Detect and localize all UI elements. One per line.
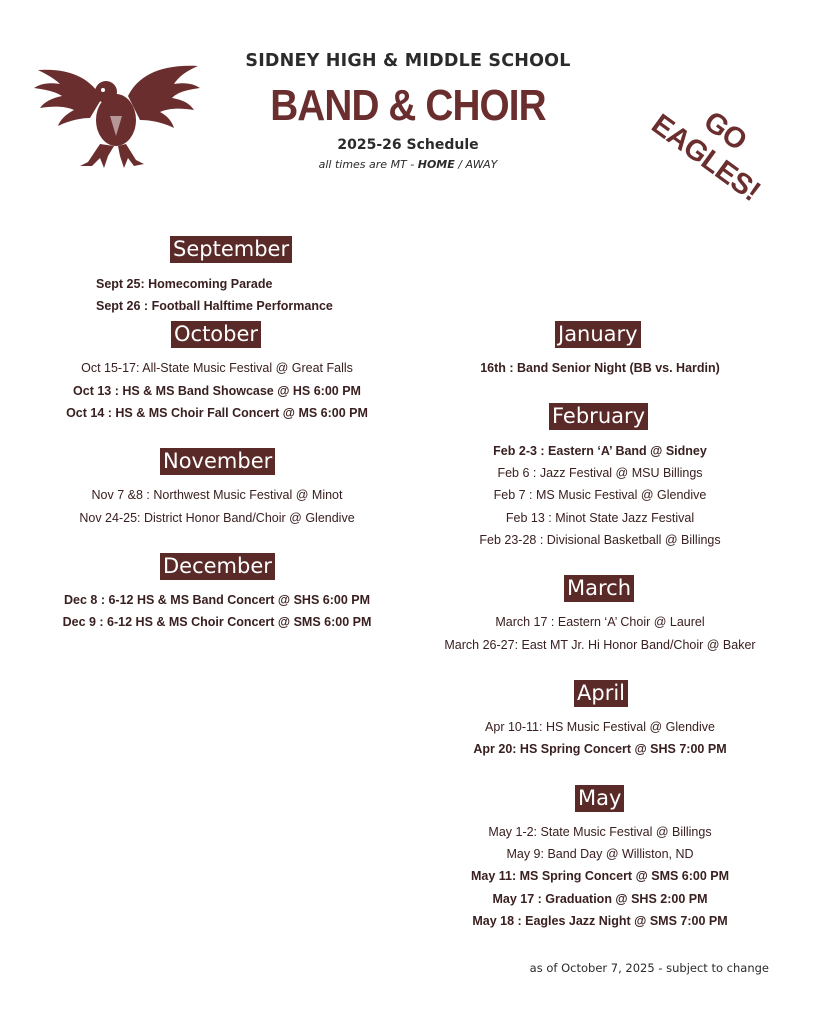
month-heading-february: February (549, 403, 648, 430)
event-item: Feb 2-3 : Eastern ‘A’ Band @ Sidney (493, 444, 707, 458)
month-heading-may: May (575, 785, 624, 812)
month-heading-november: November (160, 448, 275, 475)
event-item: May 17 : Graduation @ SHS 2:00 PM (492, 892, 708, 906)
go-eagles-slogan: GO EAGLES! (645, 105, 766, 208)
event-item: Feb 6 : Jazz Festival @ MSU Billings (497, 466, 703, 480)
event-item: Nov 7 &8 : Northwest Music Festival @ Minot (91, 488, 343, 502)
event-item: Oct 14 : HS & MS Choir Fall Concert @ MS 6:00 PM (66, 406, 368, 420)
event-item: Dec 8 : 6-12 HS & MS Band Concert @ SHS 6:00 PM (63, 593, 371, 607)
event-item: Apr 10-11: HS Music Festival @ Glendive (485, 720, 715, 734)
month-heading-april: April (574, 680, 628, 707)
event-item: Feb 7 : MS Music Festival @ Glendive (493, 488, 707, 502)
schedule-subtitle: 2025-26 Schedule (337, 137, 479, 153)
event-item: Oct 15-17: All-State Music Festival @ Great Falls (81, 361, 353, 375)
month-heading-march: March (564, 575, 634, 602)
event-item: Sept 25: Homecoming Parade (96, 277, 273, 291)
event-item: Apr 20: HS Spring Concert @ SHS 7:00 PM (473, 742, 727, 756)
event-item: Feb 23-28 : Divisional Basketball @ Billings (479, 533, 721, 547)
event-item: 16th : Band Senior Night (BB vs. Hardin) (480, 361, 720, 375)
event-item: May 18 : Eagles Jazz Night @ SMS 7:00 PM (472, 914, 728, 928)
event-item: March 17 : Eastern ‘A’ Choir @ Laurel (495, 615, 705, 629)
event-item: Nov 24-25: District Honor Band/Choir @ Glendive (79, 511, 355, 525)
event-item: Oct 13 : HS & MS Band Showcase @ HS 6:00 PM (73, 384, 361, 398)
page-title: BAND & CHOIR (270, 81, 546, 130)
month-heading-september: September (170, 236, 292, 263)
month-heading-october: October (171, 321, 261, 348)
month-heading-december: December (160, 553, 275, 580)
event-item: Feb 13 : Minot State Jazz Festival (505, 511, 695, 525)
time-note-home: HOME (417, 158, 455, 171)
event-item: May 9: Band Day @ Williston, ND (506, 847, 694, 861)
time-note-suffix: / AWAY (454, 158, 498, 171)
event-item: May 11: MS Spring Concert @ SMS 6:00 PM (470, 869, 730, 883)
school-name: SIDNEY HIGH & MIDDLE SCHOOL (245, 51, 571, 71)
event-item: Sept 26 : Football Halftime Performance (96, 299, 333, 313)
month-heading-january: January (555, 321, 641, 348)
event-item: May 1-2: State Music Festival @ Billings (488, 825, 712, 839)
event-item: Dec 9 : 6-12 HS & MS Choir Concert @ SMS 6:00 PM (62, 615, 372, 629)
event-item: March 26-27: East MT Jr. Hi Honor Band/Choir @ Baker (444, 638, 756, 652)
time-note-prefix: all times are MT - (318, 158, 418, 171)
footer-note: as of October 7, 2025 - subject to change (529, 961, 769, 975)
